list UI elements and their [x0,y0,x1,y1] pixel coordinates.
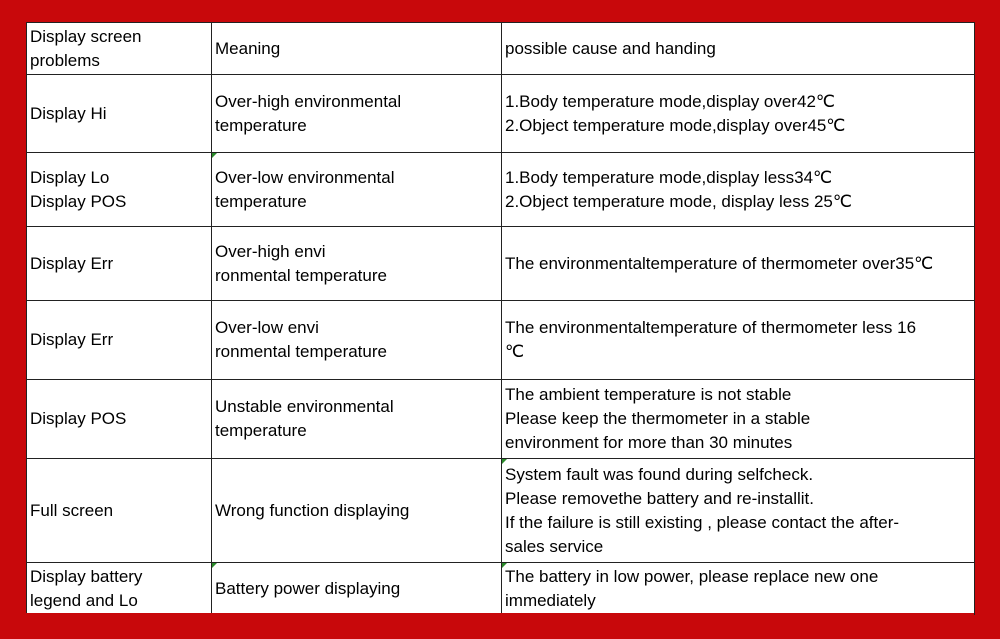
header-meaning: Meaning [212,23,502,75]
bottom-red-strip [26,613,974,639]
table-row [27,380,975,459]
table-row [27,153,975,227]
table-row [27,301,975,380]
table-header-row [27,23,975,75]
table-row [27,563,975,615]
cell-display: Display Err [27,227,212,301]
cell-meaning: Over-low environmental temperature [212,153,502,227]
cell-meaning: Unstable environmental temperature [212,380,502,459]
troubleshooting-table [26,22,975,615]
cell-display: Full screen [27,459,212,563]
cell-meaning: Over-high envi ronmental temperature [212,227,502,301]
cell-cause: 1.Body temperature mode,display less34℃ 2.Object temperature mode, display less 25℃ [502,153,975,227]
cell-display: Display Err [27,301,212,380]
cell-cause: The environmentaltemperature of thermometer less 16 ℃ [502,301,975,380]
cell-cause: System fault was found during selfcheck. Please removethe battery and re-installit. If the failure is still existing , please contact the after- sales service [502,459,975,563]
cell-display: Display battery legend and Lo [27,563,212,615]
table-row [27,459,975,563]
cell-meaning: Over-low envi ronmental temperature [212,301,502,380]
cell-display: Display Lo Display POS [27,153,212,227]
cell-meaning: Over-high environmental temperature [212,75,502,153]
table-row [27,75,975,153]
cell-cause: The environmentaltemperature of thermometer over35℃ [502,227,975,301]
header-cause-handling: possible cause and handing [502,23,975,75]
cell-display: Display Hi [27,75,212,153]
cell-display: Display POS [27,380,212,459]
cell-meaning: Wrong function displaying [212,459,502,563]
cell-cause: 1.Body temperature mode,display over42℃ 2.Object temperature mode,display over45℃ [502,75,975,153]
table-row [27,227,975,301]
cell-cause: The battery in low power, please replace new one immediately [502,563,975,615]
cell-cause: The ambient temperature is not stable Please keep the thermometer in a stable environment for more than 30 minutes [502,380,975,459]
header-display-problems: Display screen problems [27,23,212,75]
cell-meaning: Battery power displaying [212,563,502,615]
